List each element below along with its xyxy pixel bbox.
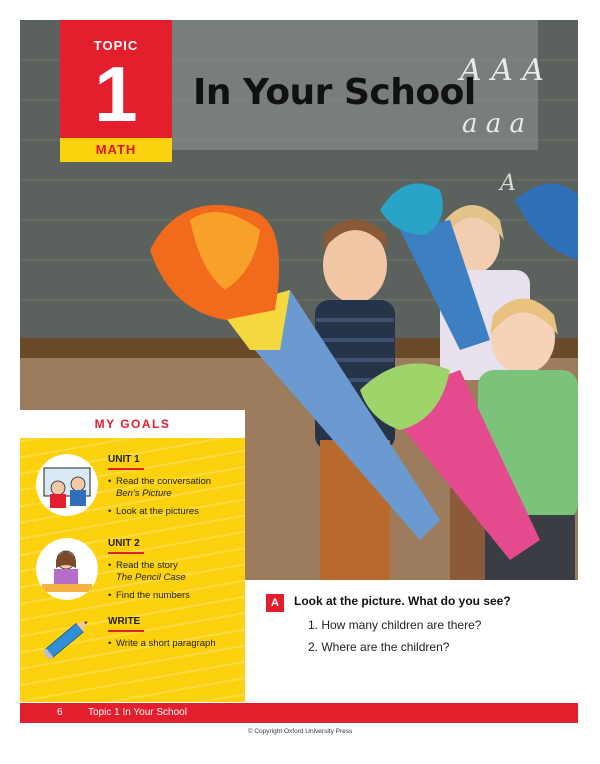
goal-item: • Find the numbers	[108, 590, 243, 602]
unit-title: UNIT 2	[108, 538, 144, 554]
topic-number: 1	[94, 50, 138, 138]
copyright-notice: © Copyright Oxford University Press	[247, 728, 353, 735]
footer-bar	[20, 703, 578, 723]
girl-drawing-icon	[36, 538, 98, 600]
goal-item: • Look at the pictures	[108, 506, 243, 518]
goal-unit-1	[108, 454, 243, 524]
board-letters-upper: A A A	[460, 53, 545, 88]
topic-badge	[60, 20, 172, 162]
goal-item: • Read the story The Pencil Case	[108, 560, 243, 584]
pencil-icon	[36, 608, 98, 670]
board-letters-lower: a a a	[462, 109, 526, 139]
reading-children-icon	[36, 454, 98, 516]
my-goals-heading: MY GOALS	[20, 410, 245, 438]
page-number: 6	[57, 707, 63, 718]
activity-question-1: 1. How many children are there?	[308, 618, 482, 632]
unit-title: WRITE	[108, 616, 144, 632]
goal-item: • Write a short paragraph	[108, 638, 243, 650]
goal-item: • Read the conversation Ben's Picture	[108, 476, 243, 500]
topic-label: TOPIC	[93, 38, 139, 53]
unit-title: UNIT 1	[108, 454, 144, 470]
board-letter-small: A	[500, 171, 516, 196]
my-goals-panel	[20, 410, 245, 702]
goal-unit-2	[108, 538, 243, 608]
activity-prompt: Look at the picture. What do you see?	[294, 594, 511, 608]
subject-label: MATH	[60, 138, 172, 162]
activity-question-2: 2. Where are the children?	[308, 640, 450, 654]
page-title: In Your School	[193, 72, 476, 113]
activity-badge: A	[266, 594, 284, 612]
footer-title: Topic 1 In Your School	[88, 707, 187, 718]
goal-write	[108, 616, 243, 656]
